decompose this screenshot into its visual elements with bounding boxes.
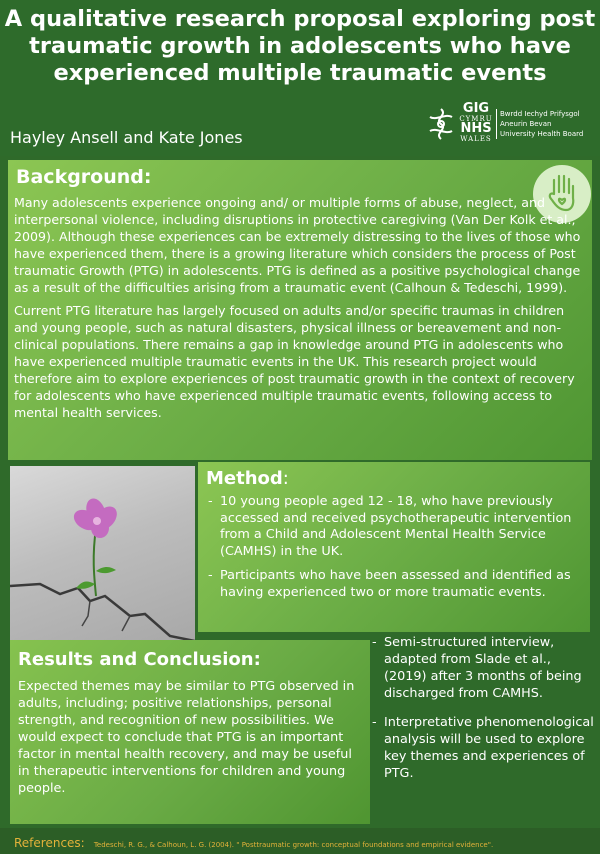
results-body: Expected themes may be similar to PTG observed in adults, including; positive relationships, personal strength, and recognition of new possibilities. We would expect to conclude that PTG is an important factor in mental health recovery, and may be useful in therapeutic interventions for children and young people. — [18, 679, 355, 796]
method-list — [206, 494, 586, 609]
references-bar — [0, 828, 600, 854]
background-heading: Background: — [16, 166, 152, 188]
dragon-emblem-icon — [426, 107, 456, 141]
method-item-participants: - 10 young people aged 12 - 18, who have previously accessed and received psychotherapeutic intervention from a Child and Adolescent Mental Health Service (CAMHS) in the UK. — [206, 494, 586, 560]
background-section — [8, 160, 592, 460]
board-line-3: University Health Board — [500, 130, 584, 138]
background-paragraph-1: Many adolescents experience ongoing and/ or multiple forms of abuse, neglect, and interpersonal violence, including disruptions in protective caregiving (Van Der Kolk et al., 2009). Although these experiences can be extremely distressing to the lives of those who have experienced them, there is a growing literature which considers the process of Post traumatic Growth (PTG) in adolescents. PTG is defined as a positive psychological change as a result of the difficulties arising from a traumatic event (Calhoun & Tedeschi, 1999). — [14, 195, 581, 295]
references-label: References: — [14, 836, 85, 850]
poster-header — [0, 0, 600, 156]
logo-wales: WALES — [460, 135, 492, 143]
background-body — [14, 194, 588, 427]
gig-cymru-nhs-wales-wordmark — [459, 101, 493, 144]
logo-cymru: CYMRU — [459, 115, 493, 123]
method-section — [198, 462, 590, 632]
background-paragraph-2: Current PTG literature has largely focused on adults and/or specific traumas in children and young people, such as natural disasters, physical illness or bereavement and non-clinical populations. There remains a gap in knowledge around PTG in adolescents who have experienced multiple traumatic events in the UK. This research project would therefore aim to explore experiences of post traumatic growth in the context of recovery for adolescents who have experienced multiple traumatic events, following access to mental health services. — [14, 303, 575, 420]
flower-through-crack-image — [10, 466, 195, 641]
references-text: Tedeschi, R. G., & Calhoun, L. G. (2004). " Posttraumatic growth: conceptual foundations and empirical evidence". — [93, 841, 494, 849]
results-heading: Results and Conclusion: — [18, 649, 261, 670]
method-heading-colon: : — [282, 468, 289, 489]
method-item-analysis: - Interpretative phenomenological analysis will be used to explore key themes and experiences of PTG. — [372, 714, 594, 782]
logo-gig: GIG — [462, 101, 490, 116]
nhs-wales-logo — [426, 102, 596, 146]
method-item-criteria: - Participants who have been assessed and identified as having experienced two or more traumatic events. — [206, 568, 586, 601]
poster-authors: Hayley Ansell and Kate Jones — [10, 128, 243, 147]
logo-nhs: NHS — [460, 121, 492, 136]
method-heading — [206, 468, 289, 489]
method-list-continued — [372, 634, 594, 794]
board-line-2: Aneurin Bevan — [500, 120, 552, 128]
health-board-name — [496, 109, 583, 139]
poster-title: A qualitative research proposal exploring post traumatic growth in adolescents who have experienced multiple traumatic events — [4, 6, 596, 86]
method-heading-text: Method — [206, 468, 283, 489]
board-line-1: Bwrdd Iechyd Prifysgol — [500, 110, 580, 118]
method-item-interview: - Semi-structured interview, adapted from Slade et al., (2019) after 3 months of being discharged from CAMHS. — [372, 634, 594, 702]
results-section — [10, 640, 370, 824]
